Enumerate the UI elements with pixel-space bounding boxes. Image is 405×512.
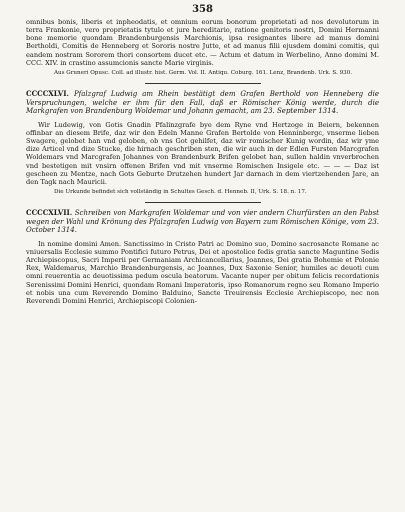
section-447 — [26, 209, 379, 305]
section-divider — [145, 83, 261, 84]
section-body: Wir Ludewig, von Gotis Gnadin Pfalinzgrafe bye dem Ryne vnd Hertzoge in Beiern, bekennen offinbar an diesem Brife, daz wir den Edeln Manne Grafen Bertolde von Henninbergc, vnserme lieben Swagere, gelobet han vnd geloben, ob vns Got gehilfet, daz wir romischer Kunig wordin, daz wir yme dize Articel vnd dize Stucke, die hirnach geschriben sten, die wir auch in der Edlen Fursten Marcgrafen Woldemars vnd Marcgrafen Johannes von Brandenburk Brifen gelobet han, sullen haldin vnverbrochen vnd bestetigen mit vnsirn offenen Brifen vnd mit vnserme Romischen Insigele etc. — — — Daz ist gescheen zu Mentze, nach Gots Geburte Drutzehen hundert Jar darnach in dem viertzehenden Jare, an den Tagk nach Mauricii. — [26, 120, 379, 186]
continued-text: omnibus bonis, liberis et inpheodatis, et omnium eorum bonorum proprietati ad nos devolutorum in terra Frankonie, vero proprietatis tytulo et jure hereditario, ratione genitoris nostri, Domini Hermanni bone memorie quondam Brandenburgensis Marchionis, ipsa resignantes libere ad manus domini Bertholdi, Comitis de Henneberg et Sororis nostre Jutte, et ad manus filii ejusdem domini comitis, qui eandem nostram Sororem thori consortem ducet etc. — Actum et datum in Werbelino, Anno domini M. CCC. XIV. in crastino assumcionis sancte Marie virginis. — [26, 18, 379, 67]
source-note: Die Urkunde befindet sich vollständig in Schultes Gesch. d. Henneb. II, Urk. S. 18. n. 17. — [54, 188, 307, 195]
section-number: CCCCXLVII. — [26, 207, 73, 217]
source-note: Aus Gruneri Opusc. Coll. ad illustr. hist. Germ. Vol. II. Antiqu. Coburg. 161. Lenz, Brandenb. Urk. S. 930. — [54, 69, 353, 76]
section-heading — [26, 90, 379, 116]
section-divider — [145, 202, 261, 203]
section-title: Schreiben von Markgrafen Woldemar und von vier andern Churfürsten an den Pabst wegen der Wahl und Krönung des Pfalzgrafen Ludwig von Bayern zum Römischen Könige, vom 23. October 1314. — [26, 208, 379, 235]
section-body: In nomine domini Amen. Sanctissimo in Cristo Patri ac Domino suo, Domino sacrosancte Romane ac vniuersalis Ecclesie summo Pontifici futuro Petrus, Dei et apostolice fedis gratia sancte Maguntine Sedis Archiepiscopus, Sacri Imperii per Germaniam Archicancellarius, Joannes, Dei gratia Bohemie et Polonie Rex, Waldemarus, Marchio Brandenburgensis, ac Joannes, Dux Saxonie Senior, humiles ac deuoti cum omni reuerentia ac deuotissima pedum oscula beatorum. Vacante nuper per obitum felicis recordationis Serenissimi Domini Henrici, quondam Romani Imperatoris, ipso Romanorum regno seu Romano Imperio et nobis una cum Reverendo Domino Balduino, Sancte Treuirensis Ecclesie Archiepiscopo, nec non Reverendi Domini Henrici, Archiepiscopi Colonien- — [26, 239, 379, 305]
section-446 — [26, 90, 379, 196]
section-title: Pfalzgraf Ludwig am Rhein bestätigt dem Grafen Berthold von Henneberg die Verspruchungen, welche er ihm für den Fall, daß er Römischer König werde, durch die Markgrafen von Brandenburg Woldemar und Johann gemacht, am 23. September 1314. — [26, 89, 379, 116]
page-number: 358 — [192, 4, 213, 15]
section-number: CCCCXLVI. — [26, 88, 69, 98]
section-heading — [26, 209, 379, 235]
